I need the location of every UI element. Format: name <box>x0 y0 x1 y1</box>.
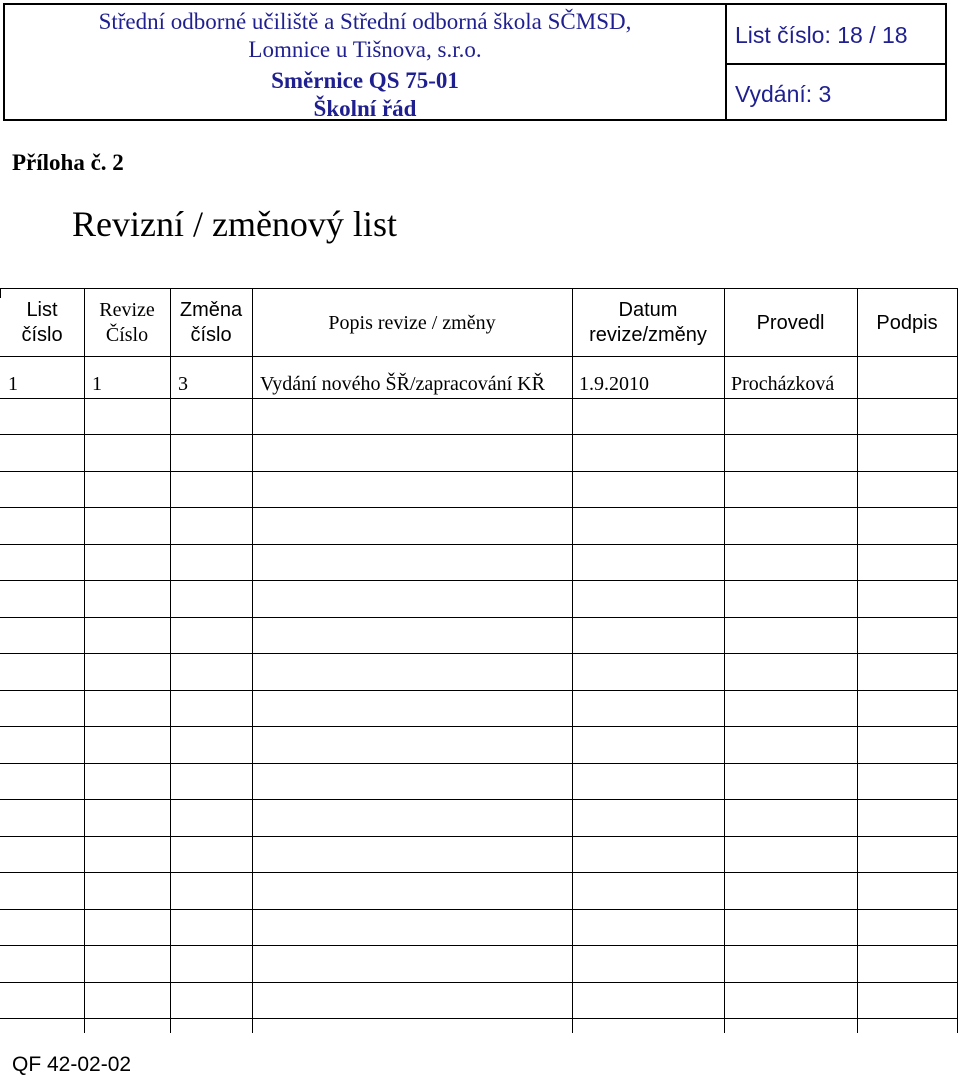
table-line <box>0 1018 958 1019</box>
revision-table <box>0 288 960 1033</box>
header-line: Změna <box>179 299 243 321</box>
table-line <box>0 982 958 983</box>
column-header-revision-number <box>84 288 170 358</box>
table-line <box>857 288 858 1033</box>
table-line <box>0 909 958 910</box>
cell-list-number: 1 <box>8 373 18 395</box>
table-line <box>0 726 958 727</box>
table-line <box>252 288 253 1033</box>
document-title: Školní řád <box>313 96 417 121</box>
cell-description: Vydání nového ŠŘ/zapracování KŘ <box>260 373 545 395</box>
table-line <box>0 434 958 435</box>
organization-location: Lomnice u Tišnova, s.r.o. <box>248 37 482 62</box>
cell-revision-number: 1 <box>92 373 102 395</box>
header-line: Číslo <box>105 324 149 346</box>
column-header-date <box>572 288 724 358</box>
header-line: Popis revize / změny <box>328 311 496 334</box>
header-line: Datum <box>618 299 678 321</box>
table-line <box>572 288 573 1033</box>
form-code: QF 42-02-02 <box>12 1053 132 1076</box>
table-line <box>0 356 958 357</box>
table-line <box>170 288 171 1033</box>
table-line <box>0 763 958 764</box>
organization-name: Střední odborné učiliště a Střední odborná škola SČMSD, <box>98 9 632 34</box>
column-header-signature <box>857 288 957 358</box>
table-line <box>0 945 958 946</box>
header-line: číslo <box>190 324 232 346</box>
header-line: Revize <box>99 299 155 321</box>
table-line <box>0 398 958 399</box>
edition-number: Vydání: 3 <box>735 81 832 107</box>
header-line: číslo <box>21 324 63 346</box>
directive-number: Směrnice QS 75-01 <box>271 68 459 93</box>
header-line: revize/změny <box>589 324 707 346</box>
table-line <box>0 617 958 618</box>
table-line <box>84 288 85 1033</box>
table-line <box>0 872 958 873</box>
header-line: Podpis <box>876 311 938 334</box>
table-line <box>0 507 958 508</box>
table-line <box>724 288 725 1033</box>
table-line <box>0 690 958 691</box>
cell-performed-by: Procházková <box>731 373 835 395</box>
table-line <box>0 288 958 289</box>
table-line <box>0 288 1 298</box>
header-divider <box>727 63 945 65</box>
column-header-list-number <box>0 288 84 358</box>
column-header-performed-by <box>724 288 857 358</box>
header-line: List <box>26 299 58 321</box>
table-line <box>0 471 958 472</box>
cell-date: 1.9.2010 <box>579 373 649 395</box>
header-right-cell <box>727 5 945 119</box>
sheet-number: List číslo: 18 / 18 <box>735 22 908 48</box>
cell-change-number: 3 <box>178 373 188 395</box>
table-line <box>0 799 958 800</box>
table-line <box>0 580 958 581</box>
column-header-change-number <box>170 288 252 358</box>
annex-label: Příloha č. 2 <box>12 150 124 175</box>
column-header-description <box>252 288 572 358</box>
table-line <box>0 653 958 654</box>
header-left-cell <box>5 5 727 119</box>
document-header <box>3 3 947 121</box>
table-line <box>957 288 958 1033</box>
header-line: Provedl <box>756 311 825 334</box>
page-title: Revizní / změnový list <box>72 204 397 244</box>
table-line <box>0 836 958 837</box>
table-line <box>0 544 958 545</box>
